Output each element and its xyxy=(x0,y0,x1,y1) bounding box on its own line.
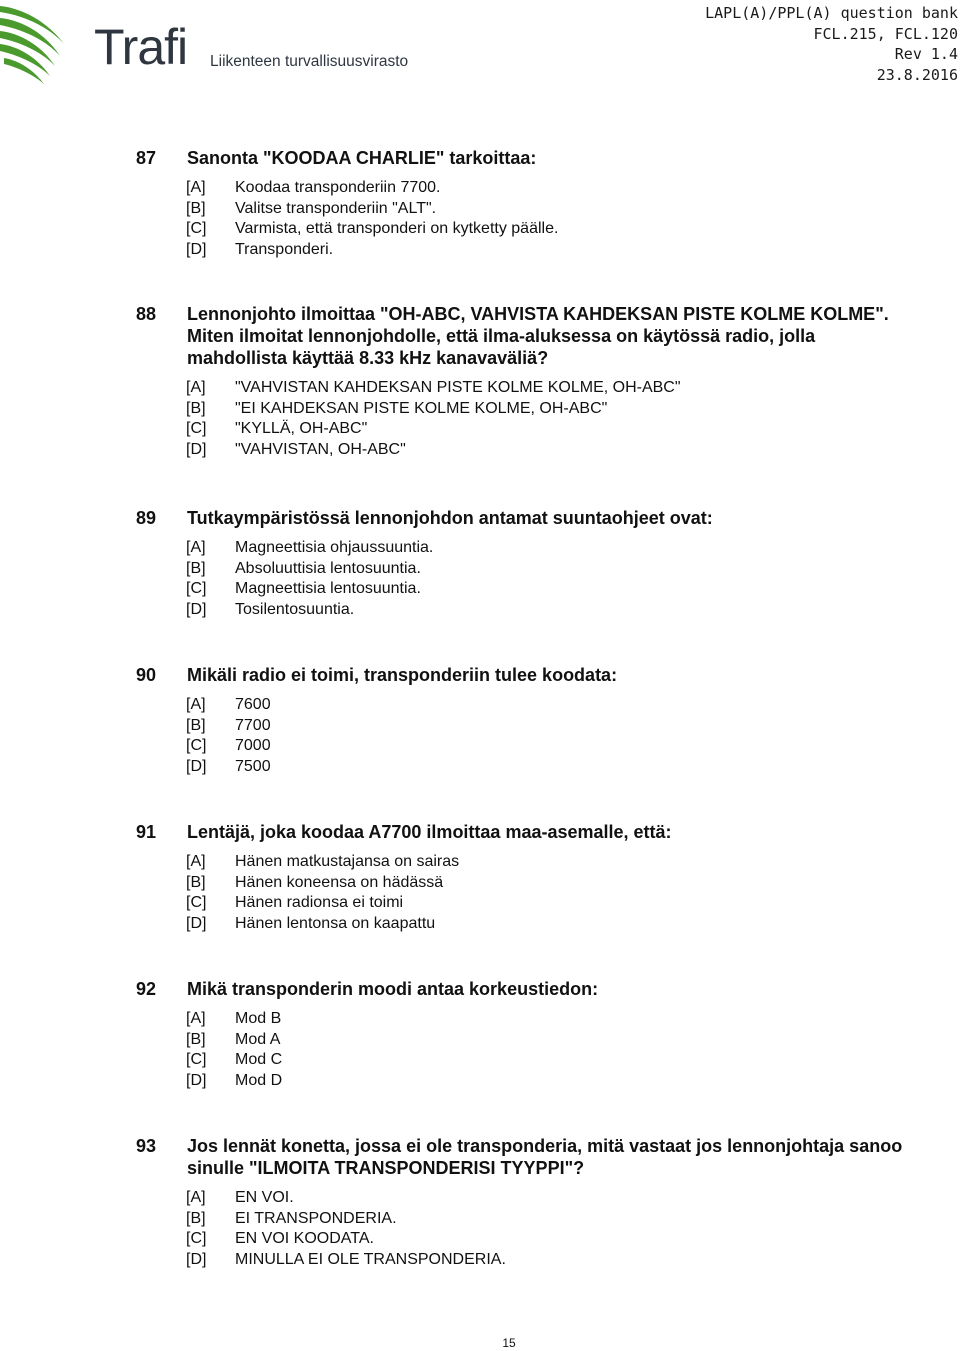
answer-option xyxy=(0,538,960,559)
answer-letter: [C] xyxy=(186,580,207,597)
answer-option xyxy=(0,559,960,580)
answer-text: Hänen radionsa ei toimi xyxy=(235,894,404,911)
answer-text: EI TRANSPONDERIA. xyxy=(235,1209,397,1227)
question-number: 88 xyxy=(136,304,157,324)
answer-text: Hänen koneensa on hädässä xyxy=(235,873,444,891)
answer-option xyxy=(0,852,960,873)
trafi-logo xyxy=(0,0,420,90)
answer-option xyxy=(0,219,960,240)
answer-list xyxy=(0,1188,960,1270)
question-text: Sanonta "KOODAA CHARLIE" tarkoittaa: xyxy=(187,148,537,168)
answer-list xyxy=(0,538,960,620)
answer-option xyxy=(0,178,960,199)
answer-option xyxy=(0,419,960,440)
answer-option xyxy=(0,736,960,757)
answer-letter: [A] xyxy=(186,853,206,870)
answer-option xyxy=(0,1030,960,1051)
answer-letter: [D] xyxy=(186,240,207,258)
answer-letter: [A] xyxy=(186,696,206,713)
trafi-logo-mark xyxy=(0,0,420,90)
answer-option xyxy=(0,600,960,621)
answer-letter: [D] xyxy=(186,440,207,458)
doc-reference: FCL.215, FCL.120 xyxy=(813,24,958,43)
answer-option xyxy=(0,378,960,399)
svg-text:Liikenteen turvallisuusvirasto: Liikenteen turvallisuusvirasto xyxy=(210,53,409,70)
question-89 xyxy=(0,507,960,620)
question-text: Lennonjohto ilmoittaa "OH-ABC, VAHVISTA KAHDEKSAN PISTE KOLME KOLME". Miten ilmoitat lennonjohdolle, että ilma-aluksessa on käytössä radio, jolla mahdollista käyttää 8.33 kHz kanavaväliä? xyxy=(187,304,889,368)
answer-option xyxy=(0,399,960,420)
answer-option xyxy=(0,199,960,220)
question-number: 92 xyxy=(136,979,157,999)
answer-text: Absoluuttisia lentosuuntia. xyxy=(235,559,421,577)
answer-text: EN VOI KOODATA. xyxy=(235,1230,374,1247)
answer-letter: [B] xyxy=(186,1030,206,1048)
question-87 xyxy=(0,147,960,260)
answer-option xyxy=(0,1071,960,1092)
answer-option xyxy=(0,1009,960,1030)
answer-text: MINULLA EI OLE TRANSPONDERIA. xyxy=(235,1250,506,1268)
question-heading xyxy=(0,821,960,843)
answer-letter: [D] xyxy=(186,914,207,932)
question-91 xyxy=(0,821,960,934)
answer-text: Mod C xyxy=(235,1051,283,1068)
answer-option xyxy=(0,1188,960,1209)
question-text: Lentäjä, joka koodaa A7700 ilmoittaa maa-asemalle, että: xyxy=(187,822,672,842)
question-92 xyxy=(0,978,960,1091)
answer-letter: [B] xyxy=(186,199,206,217)
answer-list xyxy=(0,378,960,460)
question-heading xyxy=(0,303,960,369)
svg-text:Trafi: Trafi xyxy=(94,19,188,75)
answer-option xyxy=(0,1250,960,1271)
answer-list xyxy=(0,178,960,260)
answer-option xyxy=(0,1229,960,1250)
answer-text: Magneettisia ohjaussuuntia. xyxy=(235,539,434,556)
answer-text: Koodaa transponderiin 7700. xyxy=(235,179,441,196)
document-meta xyxy=(705,3,958,85)
answer-letter: [D] xyxy=(186,757,207,775)
answer-text: Tosilentosuuntia. xyxy=(235,600,355,618)
answer-option xyxy=(0,757,960,778)
answer-letter: [C] xyxy=(186,220,207,237)
answer-text: 7700 xyxy=(235,716,271,734)
answer-letter: [C] xyxy=(186,1051,207,1068)
question-88 xyxy=(0,303,960,460)
answer-text: Mod B xyxy=(235,1010,282,1027)
answer-letter: [D] xyxy=(186,1071,207,1089)
answer-text: Varmista, että transponderi on kytketty päälle. xyxy=(235,220,559,237)
doc-date: 23.8.2016 xyxy=(876,65,958,84)
answer-text: Mod D xyxy=(235,1071,283,1089)
answer-letter: [A] xyxy=(186,1010,206,1027)
answer-text: "EI KAHDEKSAN PISTE KOLME KOLME, OH-ABC" xyxy=(235,399,608,417)
answer-letter: [B] xyxy=(186,559,206,577)
answer-text: "VAHVISTAN, OH-ABC" xyxy=(235,440,406,458)
answer-text: Valitse transponderiin "ALT". xyxy=(235,199,437,217)
answer-text: Transponderi. xyxy=(235,240,334,258)
answer-option xyxy=(0,695,960,716)
question-heading xyxy=(0,507,960,529)
answer-letter: [C] xyxy=(186,1230,207,1247)
answer-list xyxy=(0,695,960,777)
answer-text: 7000 xyxy=(235,737,271,754)
answer-letter: [C] xyxy=(186,894,207,911)
answer-option xyxy=(0,240,960,261)
question-number: 93 xyxy=(136,1136,157,1156)
answer-text: 7600 xyxy=(235,696,271,713)
answer-text: "KYLLÄ, OH-ABC" xyxy=(235,420,368,437)
question-heading xyxy=(0,664,960,686)
answer-letter: [B] xyxy=(186,399,206,417)
question-heading xyxy=(0,978,960,1000)
question-text: Tutkaympäristössä lennonjohdon antamat suuntaohjeet ovat: xyxy=(187,508,713,528)
answer-text: 7500 xyxy=(235,757,271,775)
answer-letter: [D] xyxy=(186,1250,207,1268)
answer-letter: [A] xyxy=(186,379,206,396)
doc-revision: Rev 1.4 xyxy=(894,45,958,63)
answer-text: Hänen matkustajansa on sairas xyxy=(235,853,460,870)
question-90 xyxy=(0,664,960,777)
answer-option xyxy=(0,440,960,461)
page-number: 15 xyxy=(502,1336,516,1350)
answer-text: "VAHVISTAN KAHDEKSAN PISTE KOLME KOLME, OH-ABC" xyxy=(235,379,681,396)
question-text: Jos lennät konetta, jossa ei ole transponderia, mitä vastaat jos lennonjohtaja sanoo sinulle "ILMOITA TRANSPONDERISI TYYPPI"? xyxy=(187,1136,903,1178)
answer-option xyxy=(0,1209,960,1230)
answer-option xyxy=(0,1050,960,1071)
question-text: Mikäli radio ei toimi, transponderiin tulee koodata: xyxy=(187,665,618,685)
answer-letter: [A] xyxy=(186,1189,206,1206)
answer-list xyxy=(0,1009,960,1091)
question-93 xyxy=(0,1135,960,1270)
answer-option xyxy=(0,893,960,914)
answer-option xyxy=(0,914,960,935)
answer-letter: [A] xyxy=(186,539,206,556)
answer-letter: [B] xyxy=(186,716,206,734)
answer-text: Magneettisia lentosuuntia. xyxy=(235,580,421,597)
question-number: 89 xyxy=(136,508,157,528)
question-heading xyxy=(0,1135,960,1179)
answer-text: Mod A xyxy=(235,1030,281,1048)
answer-letter: [C] xyxy=(186,420,207,437)
answer-option xyxy=(0,716,960,737)
answer-text: Hänen lentonsa on kaapattu xyxy=(235,914,436,932)
answer-letter: [D] xyxy=(186,600,207,618)
question-text: Mikä transponderin moodi antaa korkeustiedon: xyxy=(187,979,599,999)
answer-option xyxy=(0,873,960,894)
answer-letter: [B] xyxy=(186,1209,206,1227)
answer-list xyxy=(0,852,960,934)
doc-title: LAPL(A)/PPL(A) question bank xyxy=(705,4,958,22)
answer-letter: [B] xyxy=(186,873,206,891)
answer-text: EN VOI. xyxy=(235,1189,294,1206)
question-number: 91 xyxy=(136,822,157,842)
question-number: 87 xyxy=(136,148,157,168)
answer-letter: [A] xyxy=(186,179,206,196)
answer-option xyxy=(0,579,960,600)
question-heading xyxy=(0,147,960,169)
question-number: 90 xyxy=(136,665,157,685)
answer-letter: [C] xyxy=(186,737,207,754)
